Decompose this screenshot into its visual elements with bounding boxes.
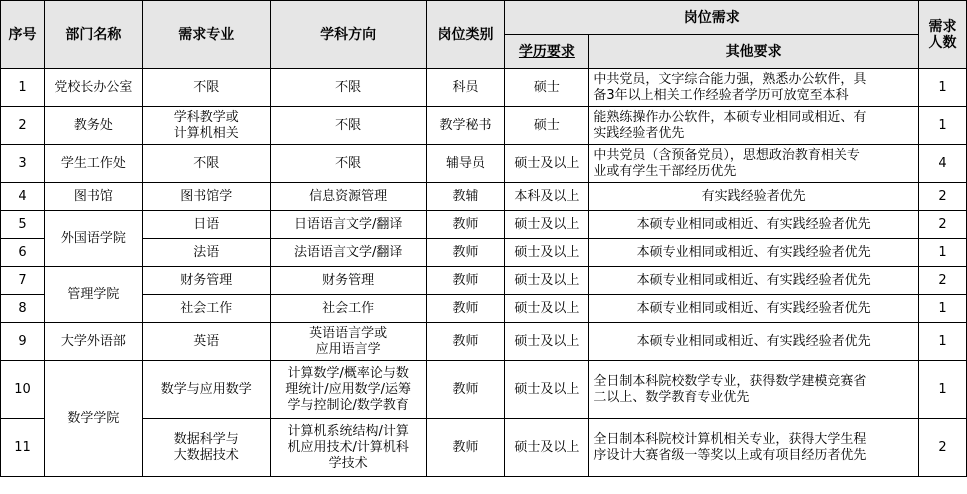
cell-dept: 大学外语部 [44,323,142,361]
table-row [1,267,967,295]
cell-major: 不限 [142,69,270,107]
header-position-req: 岗位需求 [505,1,919,35]
cell-dept: 外国语学院 [44,211,142,267]
table-row [1,323,967,361]
table-row [1,361,967,419]
cell-major: 英语 [142,323,270,361]
cell-category: 教辅 [426,183,505,211]
cell-major: 数学与应用数学 [142,361,270,419]
table-row [1,239,967,267]
cell-count: 2 [919,211,967,239]
cell-count: 1 [919,295,967,323]
cell-count: 1 [919,107,967,145]
cell-discipline: 不限 [270,145,426,183]
cell-seq: 9 [1,323,45,361]
cell-major: 不限 [142,145,270,183]
header-category: 岗位类别 [426,1,505,69]
header-count: 需求 人数 [919,1,967,69]
header-other: 其他要求 [589,35,919,69]
cell-seq: 8 [1,295,45,323]
cell-education: 硕士及以上 [505,323,589,361]
cell-seq: 2 [1,107,45,145]
cell-category: 教师 [426,361,505,419]
cell-major: 图书馆学 [142,183,270,211]
cell-seq: 5 [1,211,45,239]
cell-seq: 1 [1,69,45,107]
header-major: 需求专业 [142,1,270,69]
cell-category: 辅导员 [426,145,505,183]
cell-discipline: 不限 [270,69,426,107]
cell-discipline: 计算机系统结构/计算 机应用技术/计算机科 学技术 [270,419,426,477]
cell-education: 硕士及以上 [505,239,589,267]
cell-dept: 管理学院 [44,267,142,323]
cell-discipline: 计算数学/概率论与数 理统计/应用数学/运筹 学与控制论/数学教育 [270,361,426,419]
cell-education: 硕士 [505,107,589,145]
header-discipline: 学科方向 [270,1,426,69]
cell-count: 1 [919,323,967,361]
cell-dept: 图书馆 [44,183,142,211]
cell-education: 硕士及以上 [505,145,589,183]
table-row [1,211,967,239]
table-row [1,183,967,211]
cell-category: 教学秘书 [426,107,505,145]
cell-count: 1 [919,361,967,419]
cell-count: 1 [919,69,967,107]
cell-dept: 学生工作处 [44,145,142,183]
cell-category: 教师 [426,295,505,323]
cell-discipline: 信息资源管理 [270,183,426,211]
cell-discipline: 日语语言文学/翻译 [270,211,426,239]
table-row [1,145,967,183]
cell-category: 教师 [426,323,505,361]
cell-count: 2 [919,419,967,477]
cell-discipline: 英语语言学或 应用语言学 [270,323,426,361]
cell-category: 教师 [426,419,505,477]
cell-education: 硕士及以上 [505,361,589,419]
cell-category: 教师 [426,239,505,267]
cell-education: 硕士及以上 [505,211,589,239]
cell-seq: 10 [1,361,45,419]
cell-education: 硕士及以上 [505,419,589,477]
cell-category: 教师 [426,267,505,295]
cell-other: 本硕专业相同或相近、有实践经验者优先 [589,295,919,323]
cell-other: 中共党员，文字综合能力强，熟悉办公软件，具 备3年以上相关工作经验者学历可放宽至本科 [589,69,919,107]
cell-other: 本硕专业相同或相近、有实践经验者优先 [589,323,919,361]
cell-dept: 数学学院 [44,361,142,477]
cell-major: 社会工作 [142,295,270,323]
cell-education: 硕士及以上 [505,267,589,295]
cell-other: 本硕专业相同或相近、有实践经验者优先 [589,239,919,267]
header-education: 学历要求 [505,35,589,69]
cell-major: 学科教学或 计算机相关 [142,107,270,145]
cell-category: 科员 [426,69,505,107]
cell-other: 本硕专业相同或相近、有实践经验者优先 [589,211,919,239]
cell-education: 硕士 [505,69,589,107]
cell-seq: 3 [1,145,45,183]
table-row [1,295,967,323]
table-row [1,69,967,107]
cell-seq: 4 [1,183,45,211]
header-dept: 部门名称 [44,1,142,69]
cell-major: 法语 [142,239,270,267]
cell-count: 2 [919,267,967,295]
cell-count: 1 [919,239,967,267]
cell-dept: 党校长办公室 [44,69,142,107]
cell-seq: 11 [1,419,45,477]
cell-discipline: 法语语言文学/翻译 [270,239,426,267]
cell-other: 全日制本科院校计算机相关专业，获得大学生程 序设计大赛省级一等奖以上或有项目经历者优先 [589,419,919,477]
cell-dept: 教务处 [44,107,142,145]
cell-discipline: 财务管理 [270,267,426,295]
cell-other: 能熟练操作办公软件，本硕专业相同或相近、有 实践经验者优先 [589,107,919,145]
cell-discipline: 不限 [270,107,426,145]
cell-seq: 7 [1,267,45,295]
cell-education: 本科及以上 [505,183,589,211]
cell-count: 4 [919,145,967,183]
header-seq: 序号 [1,1,45,69]
cell-category: 教师 [426,211,505,239]
cell-other: 全日制本科院校数学专业，获得数学建模竞赛省 二以上、数学教育专业优先 [589,361,919,419]
cell-other: 本硕专业相同或相近、有实践经验者优先 [589,267,919,295]
table-row [1,419,967,477]
cell-education: 硕士及以上 [505,295,589,323]
cell-count: 2 [919,183,967,211]
table-row [1,107,967,145]
cell-major: 日语 [142,211,270,239]
cell-other: 中共党员（含预备党员），思想政治教育相关专 业或有学生干部经历优先 [589,145,919,183]
cell-discipline: 社会工作 [270,295,426,323]
cell-other: 有实践经验者优先 [589,183,919,211]
cell-major: 财务管理 [142,267,270,295]
cell-major: 数据科学与 大数据技术 [142,419,270,477]
cell-seq: 6 [1,239,45,267]
